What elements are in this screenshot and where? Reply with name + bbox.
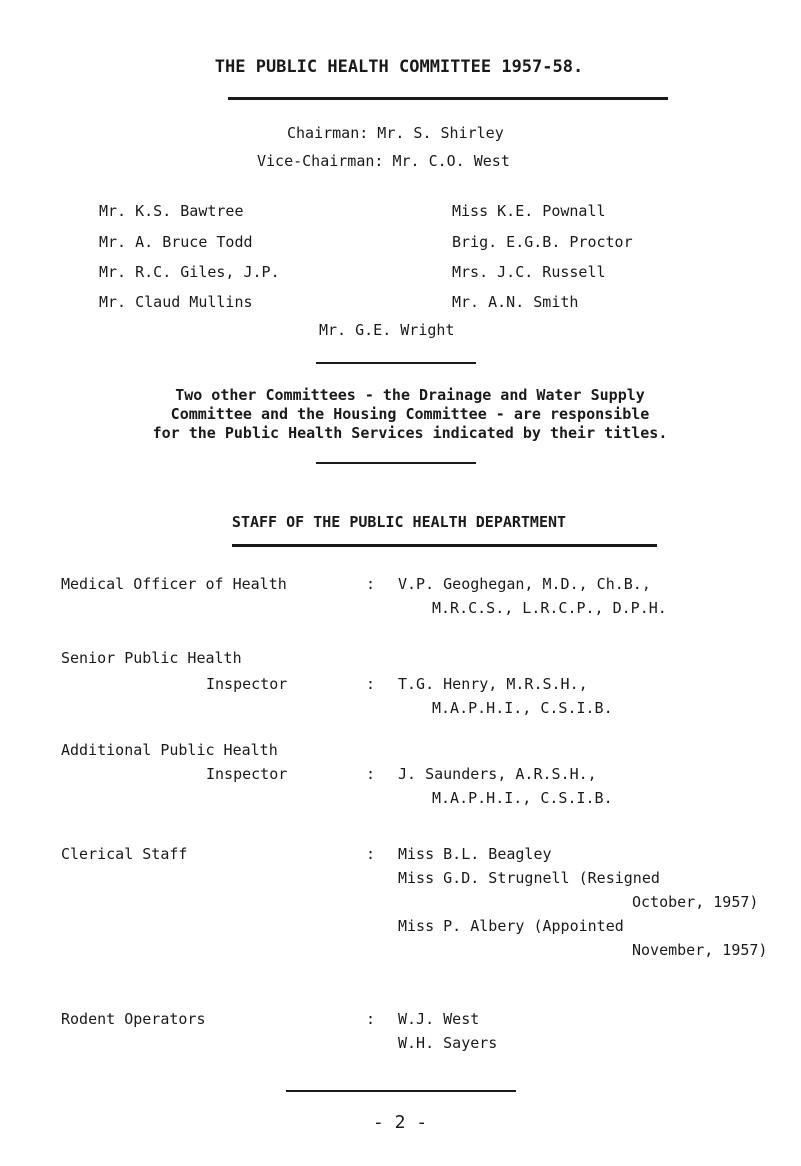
- staff-heading: STAFF OF THE PUBLIC HEALTH DEPARTMENT: [231, 513, 567, 531]
- note-line-3: for the Public Health Services indicated by their titles.: [152, 424, 668, 442]
- member-left-1: Mr. K.S. Bawtree: [99, 202, 244, 220]
- rodent-colon: :: [366, 1010, 376, 1028]
- member-right-3: Mrs. J.C. Russell: [452, 263, 606, 281]
- sphi-label-1: Senior Public Health: [61, 649, 242, 667]
- aphi-value-1: J. Saunders, A.R.S.H.,: [398, 765, 597, 783]
- member-left-2: Mr. A. Bruce Todd: [99, 233, 253, 251]
- section-divider-2: [316, 462, 476, 464]
- note-line-1: Two other Committees - the Drainage and Water Supply: [175, 386, 645, 404]
- clerical-colon: :: [366, 845, 376, 863]
- sphi-value-2: M.A.P.H.I., C.S.I.B.: [432, 699, 613, 717]
- chairman-line: Chairman: Mr. S. Shirley: [287, 124, 504, 142]
- vice-chairman-line: Vice-Chairman: Mr. C.O. West: [257, 152, 510, 170]
- rodent-label: Rodent Operators: [61, 1010, 206, 1028]
- moh-colon: :: [366, 575, 376, 593]
- footer-divider: [286, 1090, 516, 1092]
- rodent-value-2: W.H. Sayers: [398, 1034, 498, 1052]
- moh-value-2: M.R.C.S., L.R.C.P., D.P.H.: [432, 599, 667, 617]
- aphi-label-2: Inspector: [206, 765, 288, 783]
- aphi-label-1: Additional Public Health: [61, 741, 278, 759]
- member-right-4: Mr. A.N. Smith: [452, 293, 579, 311]
- member-last: Mr. G.E. Wright: [319, 321, 455, 339]
- section-divider-1: [316, 362, 476, 364]
- clerical-value-1: Miss B.L. Beagley: [398, 845, 552, 863]
- rodent-value-1: W.J. West: [398, 1010, 480, 1028]
- clerical-value-3: October, 1957): [632, 893, 759, 911]
- member-right-1: Miss K.E. Pownall: [452, 202, 606, 220]
- moh-label: Medical Officer of Health: [61, 575, 287, 593]
- staff-heading-underline: [232, 544, 657, 547]
- committees-note: [30, 386, 790, 443]
- sphi-colon: :: [366, 675, 376, 693]
- clerical-label: Clerical Staff: [61, 845, 188, 863]
- moh-value-1: V.P. Geoghegan, M.D., Ch.B.,: [398, 575, 651, 593]
- page-number: - 2 -: [372, 1112, 428, 1133]
- sphi-value-1: T.G. Henry, M.R.S.H.,: [398, 675, 588, 693]
- page-title: THE PUBLIC HEALTH COMMITTEE 1957-58.: [214, 57, 584, 77]
- clerical-value-5: November, 1957): [632, 941, 768, 959]
- title-underline: [228, 97, 668, 100]
- clerical-value-2: Miss G.D. Strugnell (Resigned: [398, 869, 660, 887]
- member-left-3: Mr. R.C. Giles, J.P.: [99, 263, 280, 281]
- note-line-2: Committee and the Housing Committee - are responsible: [170, 405, 650, 423]
- aphi-colon: :: [366, 765, 376, 783]
- member-left-4: Mr. Claud Mullins: [99, 293, 253, 311]
- member-right-2: Brig. E.G.B. Proctor: [452, 233, 633, 251]
- aphi-value-2: M.A.P.H.I., C.S.I.B.: [432, 789, 613, 807]
- clerical-value-4: Miss P. Albery (Appointed: [398, 917, 624, 935]
- sphi-label-2: Inspector: [206, 675, 288, 693]
